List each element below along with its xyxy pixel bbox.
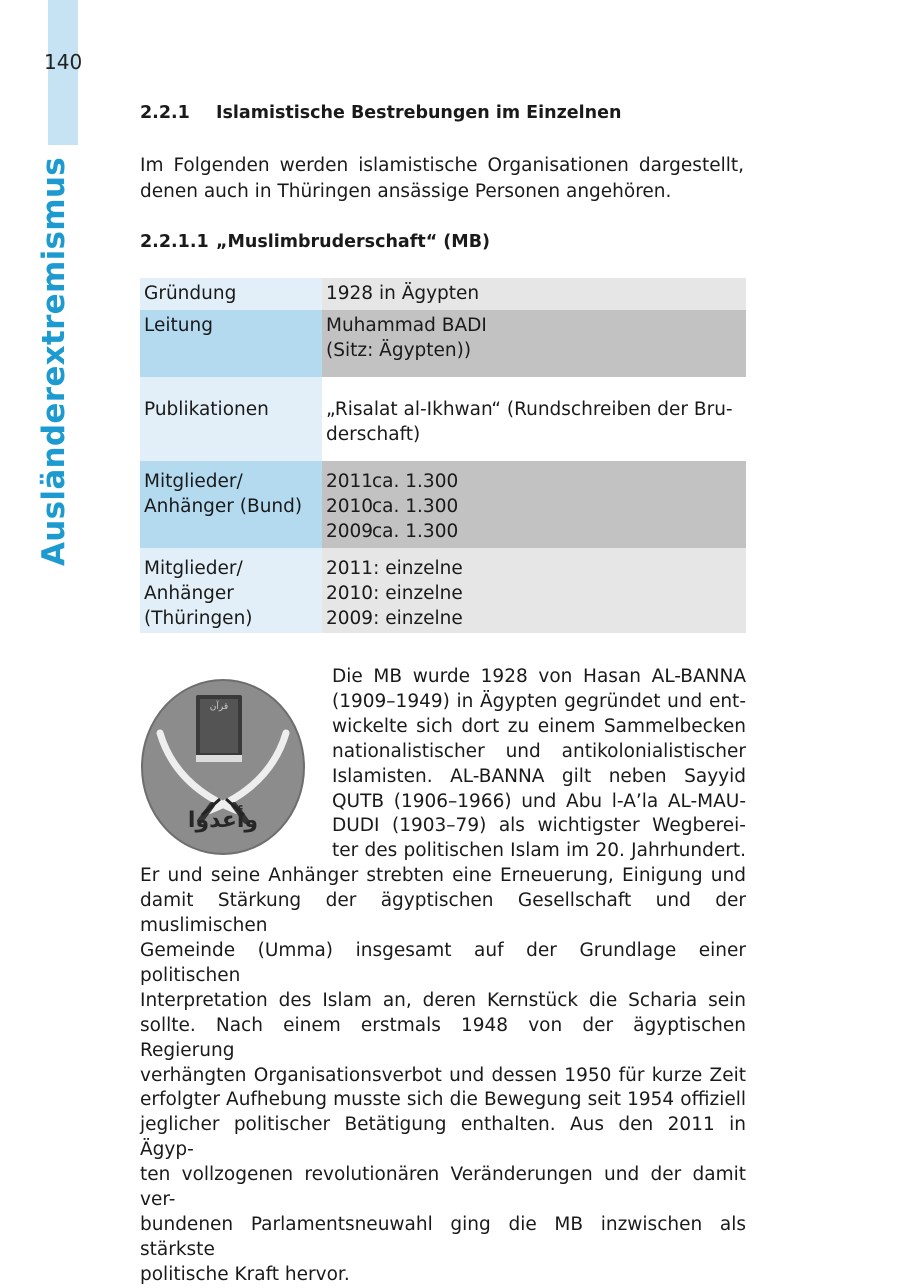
body-line: ter des politischen Islam im 20. Jahrhundert. xyxy=(332,840,746,862)
chapter-side-title: Ausländerextremismus xyxy=(36,157,72,566)
body-line: Er und seine Anhänger strebten eine Erneuerung, Einigung und xyxy=(140,865,746,887)
table-row xyxy=(140,278,746,310)
section-heading xyxy=(140,103,621,123)
svg-text:قرآن: قرآن xyxy=(209,702,229,712)
intro-line: denen auch in Thüringen ansässige Personen angehören. xyxy=(140,181,672,202)
body-line: Die MB wurde 1928 von Hasan AL-BANNA xyxy=(332,666,746,687)
leader-name: Muhammad BADI xyxy=(326,315,487,336)
entry-count: ca. 1.300 xyxy=(372,471,459,492)
publication-line: „Risalat al-Ikhwan“ (Rundschreiben der Bru- xyxy=(326,399,733,420)
section-number: 2.2.1 xyxy=(140,103,190,123)
founding-label: Gründung xyxy=(140,278,322,310)
body-line: Islamisten. AL-BANNA gilt neben Sayyid xyxy=(332,765,746,787)
members-entry xyxy=(326,519,742,544)
body-line: ten vollzogenen revolutionären Veränderungen und der damit ver- xyxy=(140,1164,746,1211)
entry-year: 2009 xyxy=(326,521,374,542)
members-federal-value xyxy=(322,461,746,548)
intro-paragraph xyxy=(140,153,744,205)
table-row xyxy=(140,310,746,377)
members-thuringia-value xyxy=(322,548,746,633)
body-line: wickelte sich dort zu einem Sammelbecken xyxy=(332,715,746,737)
publications-label: Publikationen xyxy=(140,377,322,461)
organization-facts-table xyxy=(140,278,746,633)
page-number: 140 xyxy=(44,50,83,74)
label-line: Anhänger xyxy=(144,583,234,604)
members-thuringia-label xyxy=(140,548,322,633)
members-entry: 2010: einzelne xyxy=(326,583,463,604)
subsection-title: „Muslimbruderschaft“ (MB) xyxy=(216,232,491,252)
body-line: verhängten Organisationsverbot und dessen 1950 für kurze Zeit xyxy=(140,1064,746,1086)
body-line: damit Stärkung der ägyptischen Gesellschaft und der muslimischen xyxy=(140,890,746,937)
leadership-value xyxy=(322,310,746,377)
label-line: Mitglieder/ xyxy=(144,558,243,579)
table-row xyxy=(140,461,746,548)
members-entry xyxy=(326,494,742,519)
emblem-caption: وأعدوا xyxy=(187,808,259,833)
table-row xyxy=(140,548,746,633)
table-row xyxy=(140,377,746,461)
body-line: Gemeinde (Umma) insgesamt auf der Grundlage einer politischen xyxy=(140,939,746,986)
founding-value: 1928 in Ägypten xyxy=(322,278,746,310)
intro-line: Im Folgenden werden islamistische Organisationen dargestellt, xyxy=(140,155,744,176)
body-line: bundenen Parlamentsneuwahl ging die MB inzwischen als stärkste xyxy=(140,1213,746,1260)
section-title: Islamistische Bestrebungen im Einzelnen xyxy=(216,103,622,123)
entry-year: 2011 xyxy=(326,471,374,492)
body-line: nationalistischer und antikolonialistischer xyxy=(332,740,746,762)
entry-year: 2010 xyxy=(326,496,374,517)
members-federal-label xyxy=(140,461,322,548)
subsection-number: 2.2.1.1 xyxy=(140,232,209,252)
members-entry: 2011: einzelne xyxy=(326,558,463,579)
body-line: (1909–1949) in Ägypten gegründet und ent- xyxy=(332,690,746,712)
leader-seat: (Sitz: Ägypten)) xyxy=(326,340,472,361)
label-line: (Thüringen) xyxy=(144,608,253,629)
body-line: DUDI (1903–79) als wichtigster Wegberei- xyxy=(332,815,746,837)
body-line: jeglicher politischer Betätigung enthalten. Aus den 2011 in Ägyp- xyxy=(140,1114,746,1161)
body-line: QUTB (1906–1966) und Abu l-A’la AL-MAU- xyxy=(332,790,746,812)
body-line: Interpretation des Islam an, deren Kernstück die Scharia sein xyxy=(140,989,746,1011)
label-line: Mitglieder/ xyxy=(144,471,243,492)
label-line: Anhänger (Bund) xyxy=(144,496,303,517)
leadership-label: Leitung xyxy=(140,310,322,377)
body-line: sollte. Nach einem erstmals 1948 von der ägyptischen Regierung xyxy=(140,1014,746,1061)
subsection-heading xyxy=(140,232,490,252)
body-line: politische Kraft hervor. xyxy=(140,1263,350,1285)
publication-line: derschaft) xyxy=(326,424,421,445)
members-entry: 2009: einzelne xyxy=(326,608,463,629)
body-line: erfolgter Aufhebung musste sich die Bewegung seit 1954 offiziell xyxy=(140,1089,746,1111)
history-paragraph xyxy=(140,665,746,1288)
entry-count: ca. 1.300 xyxy=(372,496,459,517)
publications-value xyxy=(322,377,746,461)
entry-count: ca. 1.300 xyxy=(372,521,459,542)
members-entry xyxy=(326,469,742,494)
